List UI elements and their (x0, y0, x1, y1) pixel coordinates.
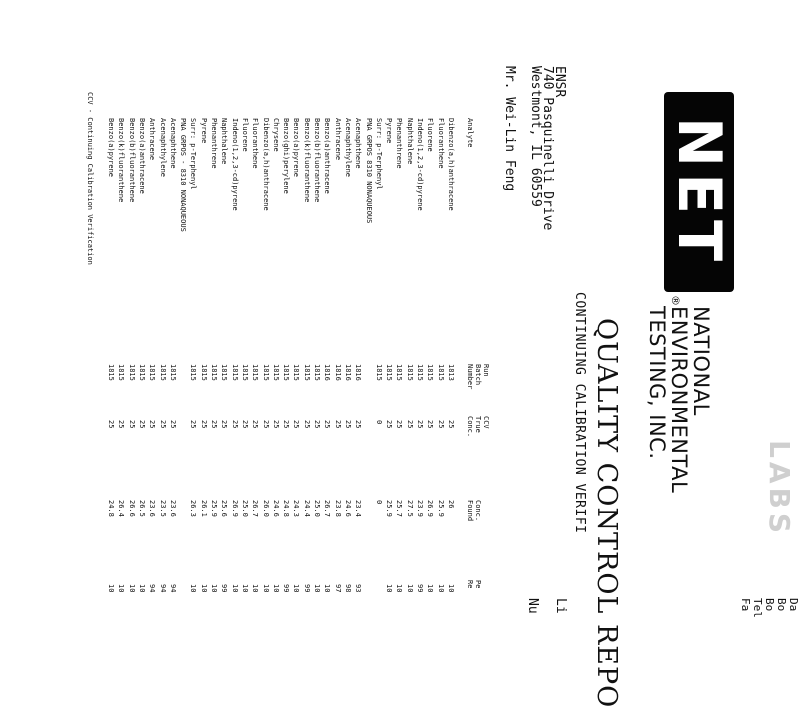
true-conc-cell: 25 (313, 420, 322, 429)
percent-cell: 10 (395, 584, 404, 593)
right-label-5: Fa (739, 598, 752, 612)
registered-mark: ® (669, 295, 682, 306)
batch-cell: 1815 (241, 364, 249, 381)
analyte-cell: Surr: p-Terphenyl (189, 118, 198, 190)
analyte-cell: Benzo(b)fluoranthene (127, 118, 136, 203)
percent-cell: 10 (107, 584, 116, 593)
percent-cell: 93 (354, 584, 363, 593)
true-conc-cell: 25 (395, 420, 404, 429)
true-conc-cell: 25 (261, 420, 270, 429)
analyte-cell: Anthracene (333, 118, 342, 161)
true-conc-cell: 25 (385, 420, 394, 429)
batch-cell: 1815 (148, 364, 157, 381)
true-conc-cell: 25 (447, 420, 455, 429)
analyte-cell: Benzo(k)fluoranthene (302, 118, 311, 203)
batch-cell: 1815 (292, 364, 301, 381)
true-conc-cell: 25 (107, 420, 116, 429)
right-label-1: Da (787, 598, 800, 612)
true-conc-cell: 25 (416, 420, 425, 429)
percent-cell: 97 (333, 584, 342, 593)
percent-cell: 10 (323, 584, 332, 593)
percent-cell: 10 (385, 584, 394, 593)
batch-cell: 1815 (189, 364, 198, 381)
found-conc-cell: 23.9 (416, 500, 425, 517)
percent-cell: 10 (251, 584, 260, 593)
analyte-cell: PNA GRPOS 8310 NONAQUEOUS (364, 118, 373, 224)
header-true-3: Conc. (466, 416, 474, 438)
true-conc-cell: 0 (374, 420, 383, 425)
percent-cell: 10 (210, 584, 219, 593)
batch-cell: 1815 (385, 364, 394, 381)
batch-cell: 1815 (127, 364, 136, 381)
right-label-2: Bo (775, 598, 788, 612)
report-subtitle: CONTINUING CALIBRATION VERIFI (572, 292, 587, 534)
batch-cell: 1815 (117, 364, 126, 381)
true-conc-cell: 25 (251, 420, 260, 429)
true-conc-cell: 25 (282, 420, 291, 429)
batch-cell: 1815 (199, 364, 208, 381)
batch-cell: 1815 (107, 364, 116, 381)
found-conc-cell: 23.8 (333, 500, 342, 517)
true-conc-cell: 25 (333, 420, 342, 429)
report-title: QUALITY CONTROL REPO (591, 318, 622, 708)
percent-cell: 99 (282, 584, 291, 593)
batch-cell: 1815 (313, 364, 322, 381)
true-conc-cell: 25 (148, 420, 157, 429)
true-conc-cell: 25 (344, 420, 352, 429)
analyte-cell: Indeno(1,2,3-cd)pyrene (230, 118, 239, 211)
analyte-cell: Benzo(k)fluoranthene (117, 118, 126, 203)
true-conc-cell: 25 (436, 420, 445, 429)
analyte-cell: Benzo(a)pyrene (107, 118, 116, 178)
net-logo: NET (664, 92, 734, 292)
found-conc-cell: 23.5 (158, 500, 167, 517)
true-conc-cell: 25 (158, 420, 167, 429)
batch-cell: 1815 (220, 364, 229, 381)
analyte-cell: Benzo(a)pyrene (292, 118, 301, 178)
true-conc-cell: 25 (241, 420, 249, 429)
found-conc-cell: 25.0 (241, 500, 249, 517)
batch-cell: 1816 (344, 364, 352, 381)
percent-cell: 10 (199, 584, 208, 593)
header-batch-1: Run (482, 364, 490, 377)
found-conc-cell: 24.6 (344, 500, 352, 517)
header-right-2: Re (466, 580, 474, 589)
batch-cell: 1815 (261, 364, 270, 381)
analyte-cell: Fluoranthene (436, 118, 445, 169)
batch-cell: 1816 (323, 364, 332, 381)
percent-cell: 98 (344, 584, 352, 593)
ghost-watermark: LABS (763, 440, 796, 538)
analyte-cell: Acenaphthene (168, 118, 177, 169)
true-conc-cell: 25 (292, 420, 301, 429)
found-conc-cell: 26.6 (127, 500, 136, 517)
analyte-cell: Phenanthrene (210, 118, 219, 169)
batch-cell: 1816 (333, 364, 342, 381)
analyte-cell: Surr: p-Terphenyl (374, 118, 383, 190)
header-batch-3: Number (466, 364, 474, 390)
analyte-cell: Chrysene (271, 118, 280, 152)
true-conc-cell: 25 (230, 420, 239, 429)
analyte-cell: Pyrene (199, 118, 208, 144)
found-conc-cell: 26.7 (323, 500, 332, 517)
percent-cell: 10 (127, 584, 136, 593)
true-conc-cell: 25 (117, 420, 126, 429)
header-true-1: CCV (482, 416, 490, 429)
analyte-cell: Fluoranthene (251, 118, 260, 169)
found-conc-cell: 26.7 (251, 500, 260, 517)
true-conc-cell: 25 (405, 420, 414, 429)
percent-cell: 10 (117, 584, 126, 593)
batch-cell: 1815 (436, 364, 445, 381)
analyte-cell: Acenaphthylene (344, 118, 352, 178)
true-conc-cell: 25 (426, 420, 435, 429)
found-conc-cell: 26.9 (426, 500, 435, 517)
batch-cell: 1815 (405, 364, 414, 381)
percent-cell: 99 (416, 584, 425, 593)
company-name-line-3: TESTING, INC. (645, 306, 669, 460)
percent-cell: 10 (241, 584, 249, 593)
found-conc-cell: 26.9 (230, 500, 239, 517)
batch-cell: 1815 (251, 364, 260, 381)
batch-cell: 1816 (354, 364, 363, 381)
client-attention: Mr. Wei-Lin Feng (502, 66, 517, 192)
analyte-cell: Benzo(ghi)perylene (282, 118, 291, 194)
right-field-2: Nu (525, 598, 540, 614)
company-name-line-1: NATIONAL (689, 306, 713, 416)
percent-cell: 94 (168, 584, 177, 593)
found-conc-cell: 24.4 (302, 500, 311, 517)
batch-cell: 1815 (395, 364, 404, 381)
found-conc-cell: 23.4 (354, 500, 363, 517)
analyte-cell: Benzo(a)anthracene (138, 118, 146, 194)
batch-cell: 1815 (138, 364, 146, 381)
header-analyte: Analyte (466, 118, 474, 148)
batch-cell: 1815 (416, 364, 425, 381)
analyte-cell: Dibenzo(a,h)anthracene (447, 118, 455, 211)
analyte-cell: Phenanthrene (395, 118, 404, 169)
true-conc-cell: 25 (138, 420, 146, 429)
found-conc-cell: 26.3 (189, 500, 198, 517)
percent-cell: 10 (313, 584, 322, 593)
true-conc-cell: 25 (127, 420, 136, 429)
right-label-4: Tel (751, 598, 764, 618)
batch-cell: 1815 (426, 364, 435, 381)
found-conc-cell: 26.5 (138, 500, 146, 517)
header-batch-2: Batch (474, 364, 482, 386)
batch-cell: 1815 (168, 364, 177, 381)
true-conc-cell: 25 (302, 420, 311, 429)
batch-cell: 1815 (210, 364, 219, 381)
true-conc-cell: 25 (189, 420, 198, 429)
analyte-cell: Acenaphthene (354, 118, 363, 169)
percent-cell: 10 (405, 584, 414, 593)
analyte-cell: Fluorene (426, 118, 435, 152)
header-found-1: Conc. (474, 500, 482, 522)
found-conc-cell: 25.9 (385, 500, 394, 517)
percent-cell: 10 (292, 584, 301, 593)
batch-cell: 1815 (374, 364, 383, 381)
percent-cell: 10 (230, 584, 239, 593)
percent-cell: 10 (447, 584, 455, 593)
true-conc-cell: 25 (199, 420, 208, 429)
batch-cell: 1815 (271, 364, 280, 381)
found-conc-cell: 23.6 (148, 500, 157, 517)
batch-cell: 1813 (447, 364, 455, 381)
analyte-cell: Acenaphthylene (158, 118, 167, 178)
analyte-cell: Naphthalene (405, 118, 414, 165)
percent-cell: 99 (302, 584, 311, 593)
batch-cell: 1815 (282, 364, 291, 381)
found-conc-cell: 25.9 (210, 500, 219, 517)
found-conc-cell: 24.8 (282, 500, 291, 517)
analyte-cell: Dibenzo(a,h)anthracene (261, 118, 270, 211)
found-conc-cell: 25.9 (436, 500, 445, 517)
header-found-2: Found (466, 500, 474, 522)
percent-cell: 10 (271, 584, 280, 593)
found-conc-cell: 26 (447, 500, 455, 509)
found-conc-cell: 27.5 (405, 500, 414, 517)
footer-note: CCV - Continuing Calibration Verification (86, 92, 94, 265)
found-conc-cell: 24.8 (107, 500, 116, 517)
found-conc-cell: 0 (374, 500, 383, 505)
analyte-cell: Naphthalene (220, 118, 229, 165)
batch-cell: 1815 (158, 364, 167, 381)
client-name: ENSR (552, 66, 567, 98)
analyte-cell: PNA GRPOS - 8310 NONAQUEOUS (179, 118, 188, 232)
true-conc-cell: 25 (168, 420, 177, 429)
found-conc-cell: 26.0 (261, 500, 270, 517)
right-field-1: Li (553, 598, 568, 614)
found-conc-cell: 25.0 (313, 500, 322, 517)
true-conc-cell: 25 (220, 420, 229, 429)
true-conc-cell: 25 (210, 420, 219, 429)
analyte-cell: Benzo(a)anthracene (323, 118, 332, 194)
true-conc-cell: 25 (323, 420, 332, 429)
percent-cell: 10 (426, 584, 435, 593)
percent-cell: 10 (138, 584, 146, 593)
found-conc-cell: 23.6 (168, 500, 177, 517)
batch-cell: 1815 (230, 364, 239, 381)
percent-cell: 10 (261, 584, 270, 593)
found-conc-cell: 26.4 (117, 500, 126, 517)
header-true-2: True (474, 416, 482, 433)
true-conc-cell: 25 (271, 420, 280, 429)
found-conc-cell: 24.3 (292, 500, 301, 517)
found-conc-cell: 24.6 (271, 500, 280, 517)
found-conc-cell: 25.7 (395, 500, 404, 517)
client-address-line-2: Westmont, IL 60559 (528, 66, 543, 207)
found-conc-cell: 25.6 (220, 500, 229, 517)
batch-cell: 1815 (302, 364, 311, 381)
percent-cell: 94 (148, 584, 157, 593)
header-right-1: Pe (474, 580, 482, 589)
percent-cell: 99 (220, 584, 229, 593)
percent-cell: 10 (436, 584, 445, 593)
analyte-cell: Pyrene (385, 118, 394, 144)
analyte-cell: Benzo(b)fluoranthene (313, 118, 322, 203)
analyte-cell: Indeno(1,2,3-cd)pyrene (416, 118, 425, 211)
found-conc-cell: 26.1 (199, 500, 208, 517)
analyte-cell: Fluorene (241, 118, 249, 152)
client-address-line-1: 740 Pasquinelli Drive (540, 66, 555, 231)
right-label-3: Bo (763, 598, 776, 612)
company-name-line-2: ENVIRONMENTAL (667, 306, 691, 494)
analyte-cell: Anthracene (148, 118, 157, 161)
true-conc-cell: 25 (354, 420, 363, 429)
percent-cell: 10 (189, 584, 198, 593)
percent-cell: 94 (158, 584, 167, 593)
